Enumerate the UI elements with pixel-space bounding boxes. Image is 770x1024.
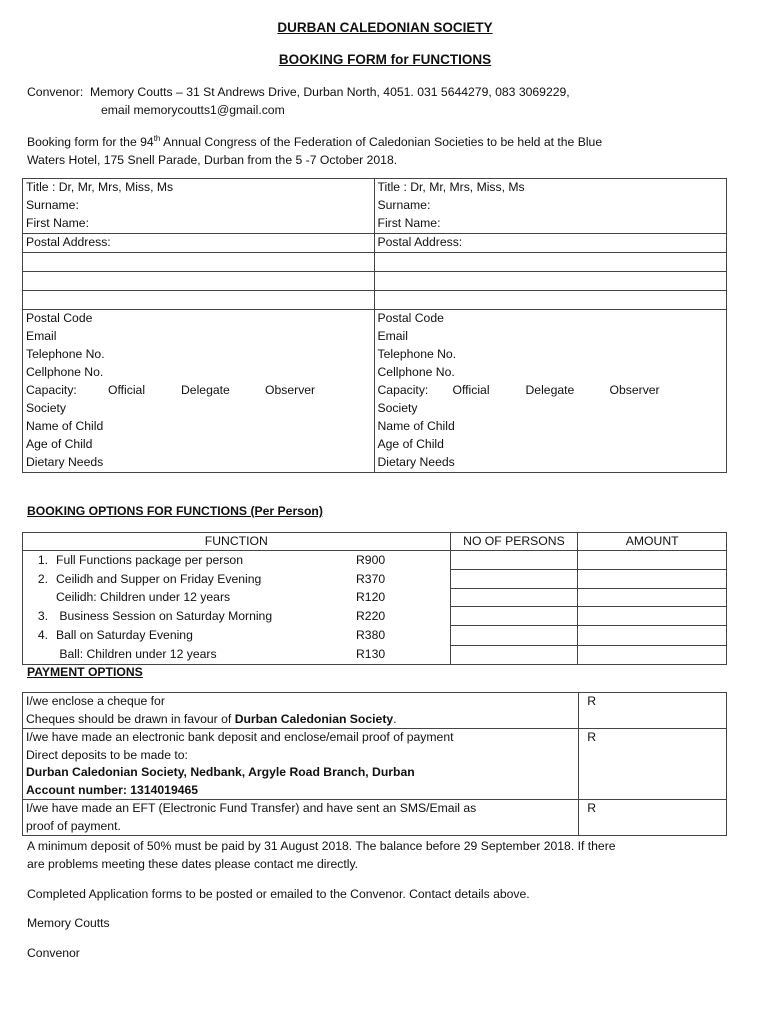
- deposit-line-1: I/we have made an electronic bank deposit and enclose/email proof of payment: [26, 730, 454, 744]
- persons-input[interactable]: [450, 645, 578, 664]
- child-age-field-1[interactable]: Age of Child: [23, 436, 375, 454]
- postal-code-field-2[interactable]: Postal Code: [374, 310, 727, 329]
- function-number: 4.: [37, 628, 48, 642]
- surname-field-1[interactable]: Surname:: [23, 197, 375, 215]
- function-price: R120: [356, 590, 386, 604]
- email-field-2[interactable]: Email: [374, 328, 727, 346]
- persons-input[interactable]: [450, 607, 578, 626]
- table-row: [23, 310, 727, 329]
- deposit-note: [27, 837, 747, 873]
- deposit-note-line-1: A minimum deposit of 50% must be paid by 31 August 2018. The balance before 29 September 2018. If there: [27, 839, 616, 853]
- deposit-amount-field[interactable]: R: [579, 729, 727, 800]
- intro-sup: th: [153, 134, 161, 143]
- capacity-field-1[interactable]: [23, 382, 375, 400]
- function-number: 3.: [37, 608, 48, 623]
- cheque-line-2: [26, 711, 575, 729]
- function-price: R220: [356, 608, 386, 623]
- table-row: [23, 234, 727, 253]
- attendee-details-table: [22, 178, 727, 473]
- table-row: [23, 272, 727, 291]
- deposit-note-line-2: are problems meeting these dates please contact me directly.: [27, 857, 359, 871]
- table-row: [23, 588, 727, 607]
- capacity-delegate-option[interactable]: Delegate: [525, 383, 575, 397]
- persons-input[interactable]: [450, 570, 578, 589]
- payee-name: Durban Caledonian Society: [234, 711, 394, 726]
- address-line-2[interactable]: [374, 291, 727, 310]
- table-row: [23, 382, 727, 400]
- address-line-1[interactable]: [23, 253, 375, 272]
- persons-input[interactable]: [450, 588, 578, 607]
- child-name-field-2[interactable]: Name of Child: [374, 418, 727, 436]
- amount-input[interactable]: [578, 570, 727, 589]
- capacity-observer-option[interactable]: Observer: [265, 383, 316, 397]
- amount-input[interactable]: [578, 607, 727, 626]
- table-row: [23, 197, 727, 215]
- function-cell: [23, 645, 451, 664]
- eft-amount-field[interactable]: R: [579, 800, 727, 836]
- table-row: [23, 570, 727, 589]
- table-row: [23, 693, 727, 729]
- payment-options-heading: PAYMENT OPTIONS: [27, 665, 143, 679]
- society-title: DURBAN CALEDONIAN SOCIETY: [277, 20, 493, 35]
- table-row: [23, 729, 727, 800]
- table-row: [23, 533, 727, 551]
- booking-options-table: [22, 532, 727, 665]
- bank-details: Durban Caledonian Society, Nedbank, Argyle Road Branch, Durban: [26, 765, 415, 779]
- capacity-label: Capacity:: [377, 383, 429, 397]
- society-field-1[interactable]: Society: [23, 400, 375, 418]
- function-cell: [23, 551, 451, 570]
- surname-field-2[interactable]: Surname:: [374, 197, 727, 215]
- booking-options-heading: BOOKING OPTIONS FOR FUNCTIONS (Per Person): [27, 504, 323, 518]
- table-row: [23, 179, 727, 198]
- amount-column-header: AMOUNT: [578, 533, 727, 551]
- table-row: [23, 215, 727, 234]
- amount-input[interactable]: [578, 625, 727, 645]
- first-name-field-2[interactable]: First Name:: [374, 215, 727, 234]
- convenor-address: Memory Coutts – 31 St Andrews Drive, Durban North, 4051. 031 5644279, 083 3069229,: [90, 85, 570, 99]
- eft-line-1: I/we have made an EFT (Electronic Fund Transfer) and have sent an SMS/Email as: [26, 801, 477, 815]
- capacity-label: Capacity:: [26, 383, 77, 397]
- payment-options-table: [22, 692, 727, 836]
- signature-role: Convenor: [27, 946, 80, 960]
- eft-line-2: proof of payment.: [26, 818, 121, 833]
- function-label: Ball: Children under 12 years: [56, 647, 217, 661]
- form-title: BOOKING FORM for FUNCTIONS: [278, 52, 492, 67]
- persons-input[interactable]: [450, 551, 578, 570]
- function-cell: [23, 625, 451, 645]
- amount-input[interactable]: [578, 588, 727, 607]
- deposit-line-2: Direct deposits to be made to:: [26, 747, 188, 762]
- amount-input[interactable]: [578, 551, 727, 570]
- postal-address-field-1[interactable]: Postal Address:: [23, 234, 375, 253]
- table-row: [23, 454, 727, 473]
- function-price: R380: [356, 628, 386, 642]
- cheque-option[interactable]: [23, 693, 579, 729]
- account-number: Account number: 1314019465: [26, 782, 199, 797]
- function-number: 2.: [37, 571, 48, 586]
- cheque-text: Cheques should be drawn in favour of: [26, 711, 235, 726]
- postal-address-field-2[interactable]: Postal Address:: [374, 234, 727, 253]
- table-row: [23, 625, 727, 645]
- function-cell: [23, 588, 451, 607]
- bank-deposit-option[interactable]: [23, 729, 579, 800]
- table-row: [23, 291, 727, 310]
- function-label: Ceilidh: Children under 12 years: [56, 590, 231, 604]
- postal-code-field-1[interactable]: Postal Code: [23, 310, 375, 329]
- table-row: [23, 436, 727, 454]
- function-cell: [23, 607, 451, 626]
- intro-text-2: Annual Congress of the Federation of Caledonian Societies to be held at the Blue: [160, 135, 603, 150]
- cellphone-field-2[interactable]: Cellphone No.: [374, 364, 727, 382]
- cellphone-field-1[interactable]: Cellphone No.: [23, 364, 375, 382]
- table-row: [23, 253, 727, 272]
- function-price: R370: [356, 571, 386, 586]
- eft-option[interactable]: [23, 800, 579, 836]
- table-row: [23, 364, 727, 382]
- function-label: Ceilidh and Supper on Friday Evening: [56, 571, 262, 586]
- capacity-field-2[interactable]: [374, 382, 727, 400]
- cheque-line-1: I/we enclose a cheque for: [26, 694, 165, 708]
- child-age-field-2[interactable]: Age of Child: [374, 436, 727, 454]
- title-field-1[interactable]: Title : Dr, Mr, Mrs, Miss, Ms: [23, 179, 375, 198]
- function-cell: [23, 570, 451, 589]
- function-number: 1.: [37, 553, 48, 567]
- function-column-header: FUNCTION: [23, 533, 451, 551]
- function-rows: [23, 551, 727, 665]
- address-line-1[interactable]: [23, 291, 375, 310]
- telephone-field-2[interactable]: Telephone No.: [374, 346, 727, 364]
- table-row: [23, 551, 727, 570]
- intro-text-3: Waters Hotel, 175 Snell Parade, Durban from the 5 -7 October 2018.: [27, 153, 398, 168]
- table-row: [23, 328, 727, 346]
- table-row: [23, 400, 727, 418]
- completed-note: Completed Application forms to be posted or emailed to the Convenor. Contact details above.: [27, 887, 530, 901]
- capacity-delegate-option[interactable]: Delegate: [181, 383, 230, 397]
- function-label: Business Session on Saturday Morning: [56, 608, 273, 623]
- function-price: R130: [356, 647, 386, 661]
- cheque-amount-field[interactable]: R: [579, 693, 727, 729]
- table-row: [23, 645, 727, 664]
- signature-name: Memory Coutts: [27, 916, 110, 930]
- cheque-text-end: .: [393, 711, 397, 726]
- function-price: R900: [356, 553, 386, 567]
- convenor-block: [27, 83, 742, 119]
- persons-input[interactable]: [450, 625, 578, 645]
- dietary-field-1[interactable]: Dietary Needs: [23, 454, 375, 473]
- address-line-2[interactable]: [374, 272, 727, 291]
- table-row: [23, 800, 727, 836]
- telephone-field-1[interactable]: Telephone No.: [23, 346, 375, 364]
- address-line-1[interactable]: [23, 272, 375, 291]
- convenor-label: Convenor:: [27, 85, 84, 99]
- convenor-email: email memorycoutts1@gmail.com: [101, 103, 285, 117]
- email-field-1[interactable]: Email: [23, 328, 375, 346]
- persons-column-header: NO OF PERSONS: [450, 533, 578, 551]
- function-label: Full Functions package per person: [56, 553, 243, 567]
- capacity-observer-option[interactable]: Observer: [609, 383, 660, 397]
- amount-input[interactable]: [578, 645, 727, 664]
- capacity-official-option[interactable]: Official: [108, 383, 146, 397]
- child-name-field-1[interactable]: Name of Child: [23, 418, 375, 436]
- intro-paragraph: [27, 130, 742, 169]
- address-line-2[interactable]: [374, 253, 727, 272]
- table-row: [23, 418, 727, 436]
- dietary-field-2[interactable]: Dietary Needs: [374, 454, 727, 473]
- table-row: [23, 346, 727, 364]
- society-field-2[interactable]: Society: [374, 400, 727, 418]
- function-label: Ball on Saturday Evening: [56, 628, 193, 642]
- intro-text-1: Booking form for the 94: [27, 135, 154, 150]
- table-row: [23, 607, 727, 626]
- title-field-2[interactable]: Title : Dr, Mr, Mrs, Miss, Ms: [374, 179, 727, 198]
- capacity-official-option[interactable]: Official: [452, 383, 490, 397]
- first-name-field-1[interactable]: First Name:: [23, 215, 375, 234]
